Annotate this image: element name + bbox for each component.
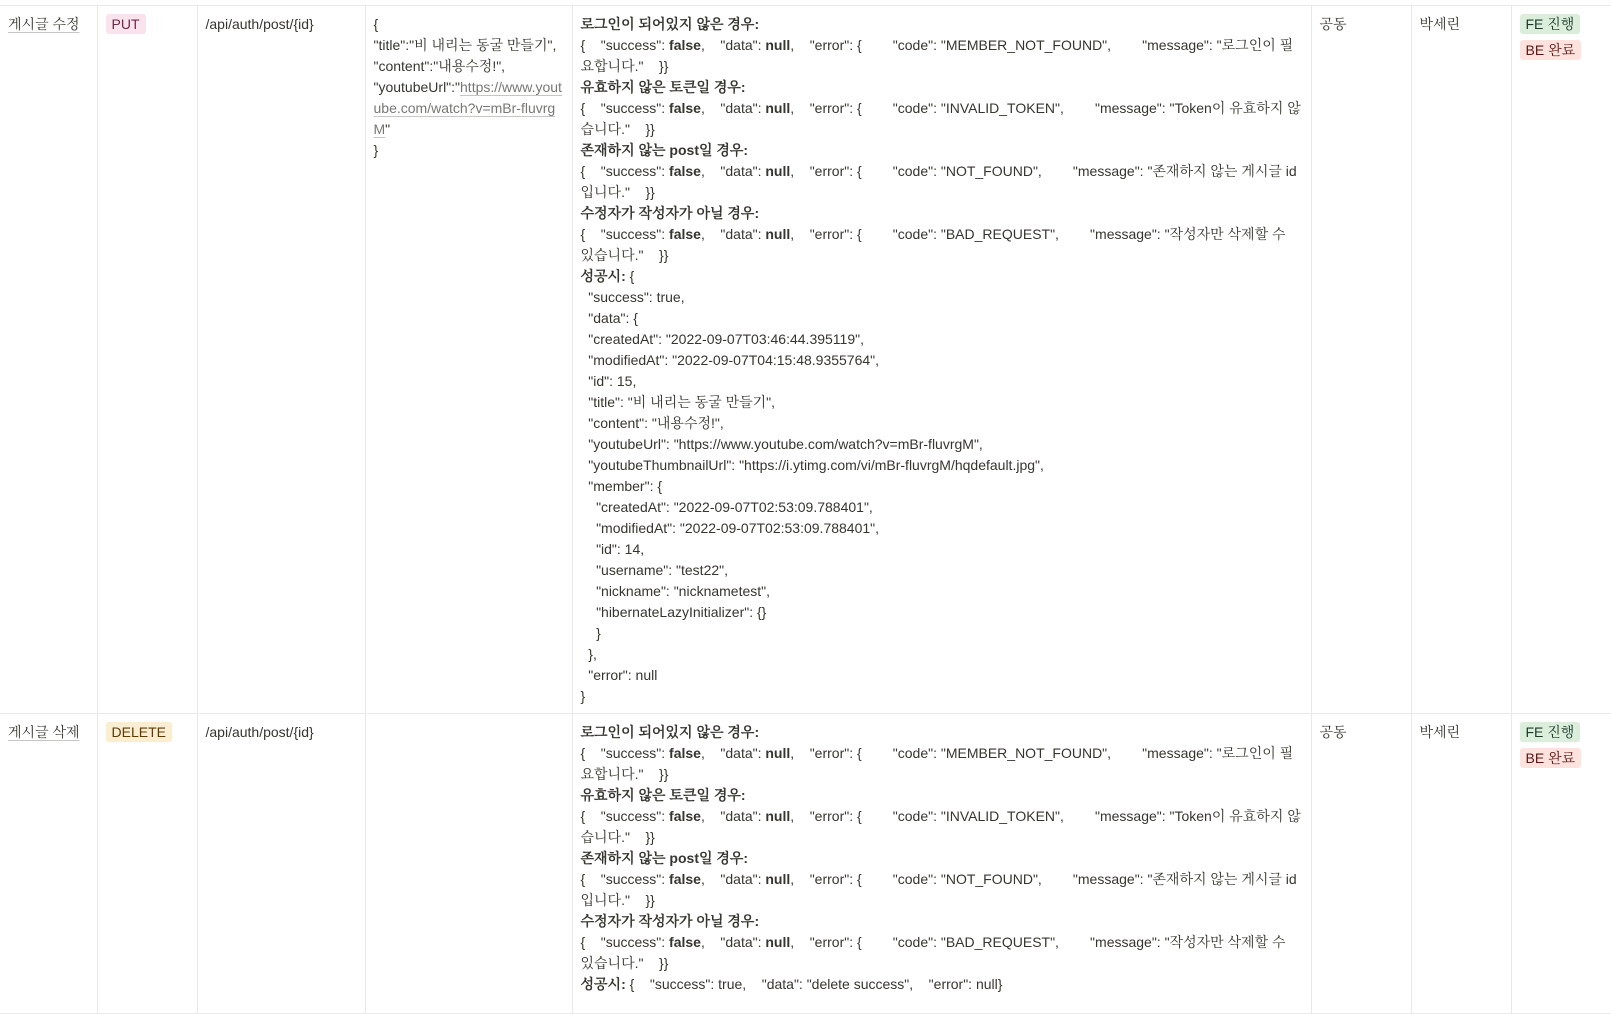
error-case-label: 로그인이 되어있지 않은 경우: xyxy=(580,724,760,740)
request-close: } xyxy=(373,142,379,158)
status-be-tag: BE 완료 xyxy=(1520,748,1582,768)
status-fe-tag: FE 진행 xyxy=(1520,14,1581,34)
youtube-link[interactable]: https://www.youtube.com/watch?v=mBr-fluvrgM xyxy=(373,79,562,137)
json-null: null xyxy=(765,226,791,242)
assignee-group: 공동 xyxy=(1319,16,1347,32)
json-text: , "error": { "code": "MEMBER_NOT_FOUND", "message": "로그인이 필요합니다." }} xyxy=(580,745,1294,782)
json-text: , "data": xyxy=(700,37,766,53)
assignee-group-cell[interactable] xyxy=(1311,6,1411,714)
assignee-group-cell[interactable] xyxy=(1311,714,1411,1014)
row-title[interactable]: 게시글 삭제 xyxy=(8,724,80,740)
success-body: { "success": true, "data": { "createdAt": "2022-09-07T03:46:44.395119", "modifiedAt": "2022-09-07T04:15:48.9355764", "id": 15, "title": "비 내리는 동굴 만들기", "content": "내용수정!", "youtubeUrl": "https://www.youtube.com/watch?v=mBr-fluvrgM", "youtubeThumbnailUrl": "https://i.ytimg.com/vi/mBr-fluvrgM/hqdefault.jpg", "member": { "createdAt": "2022-09-07T02:53:09.788401", "modifiedAt": "2022-09-07T02:53:09.788401", "id": 14, "username": "test22", "nickname": "nicknametest", "hibernateLazyInitializer": {} } }, "error": null } xyxy=(580,268,1044,704)
title-cell[interactable] xyxy=(0,714,97,1014)
error-case-label: 수정자가 작성자가 아닐 경우: xyxy=(580,913,760,929)
table-row[interactable] xyxy=(0,714,1611,1014)
method-cell[interactable] xyxy=(97,714,197,1014)
assignee: 박세린 xyxy=(1419,724,1461,740)
json-text: { "success": xyxy=(580,934,670,950)
json-false: false xyxy=(669,100,701,116)
json-null: null xyxy=(765,808,791,824)
status-be-tag: BE 완료 xyxy=(1520,40,1582,60)
request-content: "content":"내용수정!", xyxy=(373,58,506,74)
json-text: , "error": { "code": "BAD_REQUEST", "message": "작성자만 삭제할 수 있습니다." }} xyxy=(580,226,1290,263)
url-cell[interactable] xyxy=(197,714,365,1014)
json-text: , "error": { "code": "MEMBER_NOT_FOUND", "message": "로그인이 필요합니다." }} xyxy=(580,37,1294,74)
success-body: { "success": true, "data": "delete success", "error": null} xyxy=(625,976,1003,992)
error-response-body xyxy=(581,932,1303,974)
json-text: , "data": xyxy=(700,871,766,887)
json-null: null xyxy=(765,100,791,116)
json-null: null xyxy=(765,37,791,53)
method-cell[interactable] xyxy=(97,6,197,714)
response-cell[interactable] xyxy=(572,6,1311,714)
json-false: false xyxy=(669,37,701,53)
json-text: , "data": xyxy=(700,808,766,824)
json-text: , "error": { "code": "INVALID_TOKEN", "message": "Token이 유효하지 않습니다." }} xyxy=(580,100,1301,137)
status-cell[interactable] xyxy=(1511,714,1611,1014)
method-tag: DELETE xyxy=(106,722,172,742)
json-text: { "success": xyxy=(580,163,670,179)
json-text: { "success": xyxy=(580,37,670,53)
json-text: , "data": xyxy=(700,226,766,242)
row-title[interactable]: 게시글 수정 xyxy=(8,16,80,32)
api-spec-table xyxy=(0,5,1611,1014)
response-cell[interactable] xyxy=(572,714,1311,1014)
request-cell[interactable] xyxy=(365,714,572,1014)
error-response-body xyxy=(581,224,1303,266)
json-null: null xyxy=(765,745,791,761)
json-text: , "error": { "code": "NOT_FOUND", "message": "존재하지 않는 게시글 id 입니다." }} xyxy=(580,163,1301,200)
error-case-label: 유효하지 않은 토큰일 경우: xyxy=(580,79,746,95)
json-text: { "success": xyxy=(580,100,670,116)
youtube-key: "youtubeUrl":" xyxy=(373,79,461,95)
json-false: false xyxy=(669,226,701,242)
error-case-label: 유효하지 않은 토큰일 경우: xyxy=(580,787,746,803)
title-cell[interactable] xyxy=(0,6,97,714)
json-false: false xyxy=(669,934,701,950)
error-response-body xyxy=(581,743,1303,785)
json-text: , "error": { "code": "BAD_REQUEST", "message": "작성자만 삭제할 수 있습니다." }} xyxy=(580,934,1290,971)
request-cell[interactable] xyxy=(365,6,572,714)
json-text: { "success": xyxy=(580,226,670,242)
json-false: false xyxy=(669,163,701,179)
endpoint-url: /api/auth/post/{id} xyxy=(205,724,314,740)
request-open: { xyxy=(373,16,379,32)
request-youtube xyxy=(374,77,564,140)
assignee-cell[interactable] xyxy=(1411,6,1511,714)
json-text: , "data": xyxy=(700,163,766,179)
assignee-group: 공동 xyxy=(1319,724,1347,740)
error-case-label: 로그인이 되어있지 않은 경우: xyxy=(580,16,760,32)
json-false: false xyxy=(669,871,701,887)
json-text: , "error": { "code": "INVALID_TOKEN", "message": "Token이 유효하지 않습니다." }} xyxy=(580,808,1301,845)
request-title: "title":"비 내리는 동굴 만들기", xyxy=(373,37,557,53)
assignee: 박세린 xyxy=(1419,16,1461,32)
error-case-label: 존재하지 않는 post일 경우: xyxy=(580,142,749,158)
status-cell[interactable] xyxy=(1511,6,1611,714)
json-text: , "data": xyxy=(700,100,766,116)
error-case-label: 수정자가 작성자가 아닐 경우: xyxy=(580,205,760,221)
error-response-body xyxy=(581,869,1303,911)
method-tag: PUT xyxy=(106,14,146,34)
error-response-body xyxy=(581,98,1303,140)
json-text: , "data": xyxy=(700,934,766,950)
success-label: 성공시: xyxy=(580,976,626,992)
json-text: , "error": { "code": "NOT_FOUND", "message": "존재하지 않는 게시글 id 입니다." }} xyxy=(580,871,1301,908)
json-false: false xyxy=(669,745,701,761)
error-response-body xyxy=(581,35,1303,77)
json-null: null xyxy=(765,163,791,179)
error-case-label: 존재하지 않는 post일 경우: xyxy=(580,850,749,866)
assignee-cell[interactable] xyxy=(1411,714,1511,1014)
json-text: { "success": xyxy=(580,745,670,761)
endpoint-url: /api/auth/post/{id} xyxy=(205,16,314,32)
youtube-quote: " xyxy=(385,121,391,137)
table-row[interactable] xyxy=(0,6,1611,714)
json-null: null xyxy=(765,871,791,887)
status-fe-tag: FE 진행 xyxy=(1520,722,1581,742)
json-null: null xyxy=(765,934,791,950)
json-text: { "success": xyxy=(580,808,670,824)
json-false: false xyxy=(669,808,701,824)
url-cell[interactable] xyxy=(197,6,365,714)
error-response-body xyxy=(581,806,1303,848)
json-text: , "data": xyxy=(700,745,766,761)
error-response-body xyxy=(581,161,1303,203)
json-text: { "success": xyxy=(580,871,670,887)
success-response xyxy=(581,266,1303,707)
success-label: 성공시: xyxy=(580,268,626,284)
